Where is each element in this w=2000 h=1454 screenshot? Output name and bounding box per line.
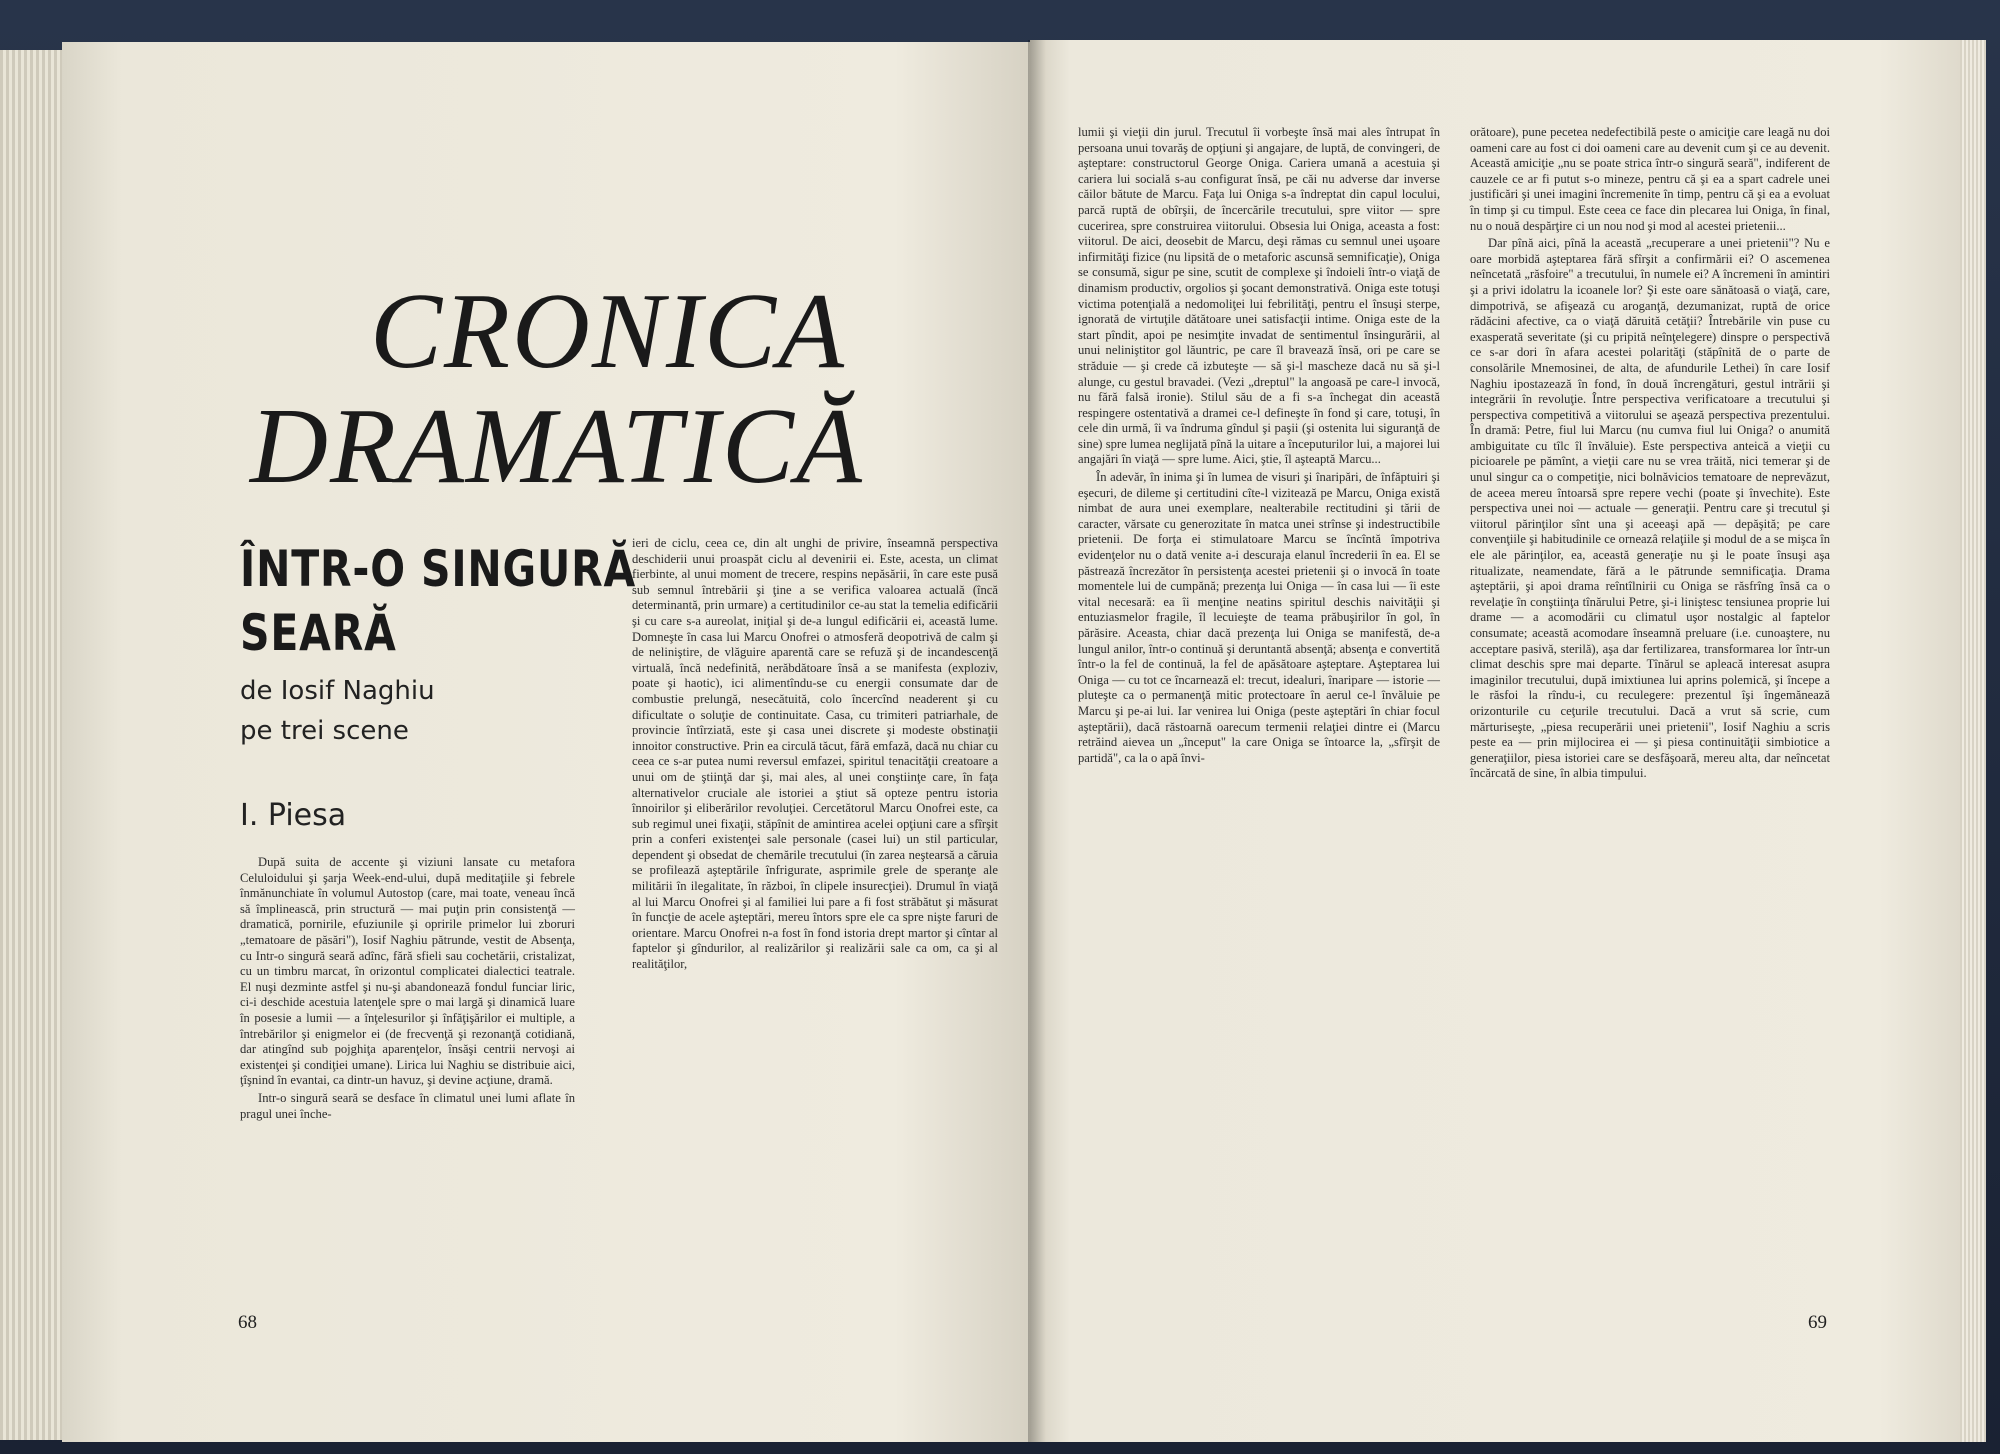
text-column-1	[240, 855, 575, 1124]
title-line-2: DRAMATICĂ	[250, 387, 864, 506]
page-stack-right	[1960, 40, 1986, 1442]
page-number-left: 68	[238, 1312, 257, 1333]
section-heading: I. Piesa	[240, 798, 347, 833]
page-number-right: 69	[1808, 1312, 1827, 1333]
text-column-4	[1470, 125, 1830, 784]
text-column-2	[632, 536, 998, 975]
subtitle-line-2: SEARĂ	[240, 604, 397, 662]
subtitle-line-1: ÎNTR-O SINGURĂ	[240, 540, 637, 598]
text-column-3	[1078, 125, 1440, 768]
paragraph: Dar pînă aici, pînă la această „recuperare a unei prietenii"? Nu e oare morbidă aşteptarea fără sfîrşit a confirmării ei? O ascemenea neîncetată „răsfoire" a trecutului, în numele ei? A încremeni în amintiri şi a privi idolatru la icoanele lor? Şi este oare sănătoasă o viaţă, care, dimpotrivă, se afişează cu aroganţă, dezumanizat, ruptă de orice rădăcini afective, ca o viaţă dăruită cetăţii? Întrebările vin puse cu exasperată severitate (şi cu pripită neînţelegere) dinspre o perspectivă ce s-ar dori în afara acestei polarităţi (stăpînită de o parte de consolările Mnemosinei, de alta, de afundurile Lethei) în care Iosif Naghiu ipostazează în fond, în două încrengături, gestul intrării şi integrării în revoluţie. Între perspectiva verificatoare a trecutului şi perspectiva competitivă a viitorului se aşează perspectiva prezentului. În dramă: Petre, fiul lui Marcu (nu cumva fiul lui Oniga? o anumită ambiguitate cu tîlc îl învăluie). Este perspectiva anteică a vieţii cu picioarele pe pămînt, a vieţii care nu se vrea trăită, nici temerar şi de unul singur ca o competiţie, nici bolnăvicios tematoare de neprevăzut, de aceea mereu întoarsă spre repere vechi (poate şi învechite). Este perspectiva unei noi — actuale — generaţii. Pentru care şi trecutul şi viitorul părinţilor sînt una şi aceeaşi apă — depăşită; pe care convenţiile şi habitudinile ce orneazâ relaţiile şi modul de a se mişca în ele ale părinţilor, ea, această generaţie nu şi le poate însuşi aşa ritualizate, neamendate, fără a le pătrunde semnificaţia. Drama aşteptării, şi apoi drama reîntîlnirii cu Oniga se răsfrîng însă ca o revelaţie în conştiinţa tînărului Petre, şi-i liniştesc tensiunea proprie lui drame — a acomodării cu climatul uşor nostalgic al faptelor consumate; această acomodare înseamnă preluare (i.e. cunoaştere, nu acceptare pasivă, sterilă), aşa dar fertilizarea, transformarea lor într-un climat deschis spre mai departe. Tînărul se apleacă interesat asupra imaginilor trecutului, după imixtiunea lui aprins polemică, şi începe a le răsfoi la rîndu-i, cu reculegere: prezentul îşi îngemănează orizonturile cu ceţurile trecutului. Dacă a vrut să scrie, cum mărturiseşte, „piesa recuperării unei prietenii", Iosif Naghiu a scris peste ea — prin mijlocirea ei — şi piesa continuităţii simbiotice a generaţiilor, piesa istoriei care se desfăşoară, mereu alta, dar neîncetat încărcată de sine, în albia timpului.	[1470, 236, 1830, 781]
paragraph: ieri de ciclu, ceea ce, din alt unghi de privire, înseamnă perspectiva deschiderii unui proaspăt ciclu al devenirii ei. Este, acesta, un climat fierbinte, al unui moment de trecere, respins nepăsării, în care este pusă sub semnul întrebării şi ţine a se verifica valoarea actuală (încă determinantă, prin urmare) a certitudinilor ce-au stat la temelia edificării şi cu care s-a aureolat, iniţial şi de-a lungul edificării ei, această lume. Domneşte în casa lui Marcu Onofrei o atmosferă deopotrivă de calm şi de neliniştire, de vlăguire aparentă care se refuză şi de incandescenţă virtuală, încă nedefinită, nerăbdătoare însă a se manifesta (exploziv, poate şi haotic), ici alimentîndu-se cu energii consumate dar de combustie prelungă, nesecătuită, colo încercînd neaderent şi cu dificultate o soluţie de continuitate. Casa, cu trimiteri patriarhale, de provincie întîrziată, este şi casa unei discrete şi modeste obstinaţii innoitor constructive. Prin ea circulă tăcut, fără emfază, dacă nu chiar cu ceea ce s-ar putea numi reversul emfazei, spiritul tenacităţii creatoare a unui om de ştiinţă dar şi, mai ales, al unei conştiinţe care, în faţa alternativelor cruciale ale istoriei a ştiut să opteze pentru istoria înnoirilor şi eliberărilor revoluţiei. Cercetătorul Marcu Onofrei este, ca sub regimul unei fixaţii, stăpînit de amintirea acelei opţiuni care a sfîrşit prin a conferi existenţei sale personale (casei lui) un stil particular, dependent şi obsedat de chemările trecutului (în zarea neştearsă a căruia se profilează aşteptările înfrigurate, asprimile grele de speranţe ale militării în ilegalitate, în război, în clipele insurecţiei). Drumul în viaţă al lui Marcu Onofrei şi al familiei lui pare a fi fost străbătut şi măsurat în funcţie de acele aşteptări, mereu întors spre ele ca spre nişte faruri de orientare. Marcu Onofrei n-a fost în fond istoria drept martor şi cîntar al faptelor şi gîndurilor, al realizărilor şi realizării sale ca om, ca şi al realităţilor,	[632, 536, 998, 972]
book-gutter	[1028, 40, 1046, 1442]
byline-author: de Iosif Naghiu	[240, 676, 435, 706]
paragraph: Intr-o singură seară se desface în climatul unei lumi aflate în pragul unei înche-	[240, 1090, 575, 1121]
byline-detail: pe trei scene	[240, 716, 409, 746]
paragraph: lumii şi vieţii din jurul. Trecutul îi vorbeşte însă mai ales întrupat în persoana unui tovarăş de opţiuni şi angajare, de luptă, de convingeri, de aşteptare: constructorul George Oniga. Cariera umană a acestuia şi cariera lui socială s-au configurat însă, pe căi nu adverse dar inverse căilor bătute de Marcu. Faţa lui Oniga s-a îndreptat din capul locului, parcă ruptă de obîrşii, de încercările trecutului, spre viitor — spre cucerirea, spre construirea viitorului. Obsesia lui Oniga, aceasta a fost: viitorul. De aici, deosebit de Marcu, deşi rămas cu semnul unei uşoare infirmităţi fizice (nu lipsită de o metaforic ascunsă semnificaţie), Oniga se consumă, sigur pe sine, scutit de complexe şi îndoieli într-o viaţă de dinamism productiv, orgolios şi şocant demonstrativă. Oniga este totuşi victima potenţială a nedomoliţei lui febrilităţi, pentru el însuşi sterpe, ignorată de virtuţile dătătoare unei satisfacţii intime. Oniga este de la start pîndit, apoi pe nesimţite invadat de sentimentul însingurării, al unui neliniştitor gol lăuntric, pe care îl bravează însă, ori pe care se străduie — şi crede că izbuteşte — să şi-l mascheze dacă nu să şi-l alunge, cu gestul bravadei. (Vezi „dreptul" la angoasă pe care-l invocă, nu fără falsă ironie). Stilul său de a fi s-a închegat din această respingere ostentativă a dramei ce-l defineşte în fond şi care, totuşi, în cele din urmă, îi va îndruma gîndul şi paşii (şi ostenita lui siguranţă de sine) spre lumea neglijată pînă la uitare a începuturilor lui, a majorei lui angajări în viaţă — spre lume. Aici, ştie, îl aşteaptă Marcu...	[1078, 125, 1440, 467]
title-line-1: CRONICA	[370, 272, 847, 391]
paragraph: orătoare), pune pecetea nedefectibilă peste o amiciţie care leagă nu doi oameni care au fost ci doi oameni care au devenit cum şi ce au devenit. Această amiciţie „nu se poate strica într-o singură seară", indiferent de cauzele ce ar fi putut s-o mineze, pentru că şi ea a spart cadrele unei justificări şi unei imagini încremenite în timp, pentru că şi ea a evoluat în timp şi cu timpul. Este ceea ce face din plecarea lui Oniga, în final, nu o nouă despărţire ci un nou nod şi mod al acestei prietenii...	[1470, 125, 1830, 233]
paragraph: În adevăr, în inima şi în lumea de visuri şi înaripări, de înfăptuiri şi eşecuri, de dileme şi certitudini cîte-l vizitează pe Marcu, Oniga există nimbat de aura unei exemplare, nealterabile rectitudini şi tării de caracter, vărsate cu generozitate în matca unei strînse şi indestructibile prietenii. De forţa ei stimulatoare Marcu se încîntă împotriva evidenţelor nu o dată venite a-i descuraja elanul încrederii în ea. El se păstrează încrezător în persistenţa acestei prietenii şi o invocă în toate momentele lui de cumpănă; prezenţa lui Oniga — în casa lui — îi este vital necesară: ea îi menţine neatins spiritul deschis naivităţii şi entuziasmelor fragile, îl lecuieşte de teama prăbuşirilor în gol, în părăsire. Aceasta, chiar dacă prezenţa lui Oniga se manifestă, de-a lungul anilor, într-o continuă şi deruntantă absenţă; absenţa e convertită într-o la fel de continuă, la fel de apăsătoare aşteptare. Aşteptarea lui Oniga — cu tot ce încarnează el: trecut, idealuri, înaripare — istorie — pluteşte ca o permanenţă mitic protectoare în aerul ce-l învăluie pe Marcu şi pe-ai lui. Iar venirea lui Oniga (peste aşteptări în chiar focul aşteptării), dacă răstoarnă oarecum termenii relaţiei dintre ei (Marcu retrăind aievea un „început" la care Oniga se întoarce la, „sfîrşit de partidă", ca la o apă învi-	[1078, 470, 1440, 765]
paragraph: După suita de accente şi viziuni lansate cu metafora Celuloidului şi şarja Week-end-ului, după meditaţiile şi febrele înmănunchiate în volumul Autostop (care, mai toate, veneau încă să împlinească, prin structură — mai puţin prin consistenţă — dramatică, pornirile, efuziunile şi opririle primelor lui zboruri „tematoare de păsări"), Iosif Naghiu pătrunde, vestit de Absenţa, cu Intr-o singură seară adînc, fără sfieli sau cochetării, cristalizat, cu un timbru marcat, în orizontul complicatei dialectici teatrale. El nuşi dezminte astfel şi nu-şi abandonează fondul funciar liric, ci-i deschide acestuia latenţele spre o mai largă şi dinamică luare în posesie a lumii — a înţelesurilor şi înfăţişărilor ei multiple, a întrebărilor şi enigmelor ei (de frecvenţă şi rezonanţă cotidiană, dar atingînd sub pojghiţa aparenţelor, însăşi centrii nervoşi ai existenţei şi condiţiei umane). Lirica lui Naghiu se distribuie aici, ţîşnind în evantai, ca dintr-un havuz, şi devine acţiune, dramă.	[240, 855, 575, 1088]
